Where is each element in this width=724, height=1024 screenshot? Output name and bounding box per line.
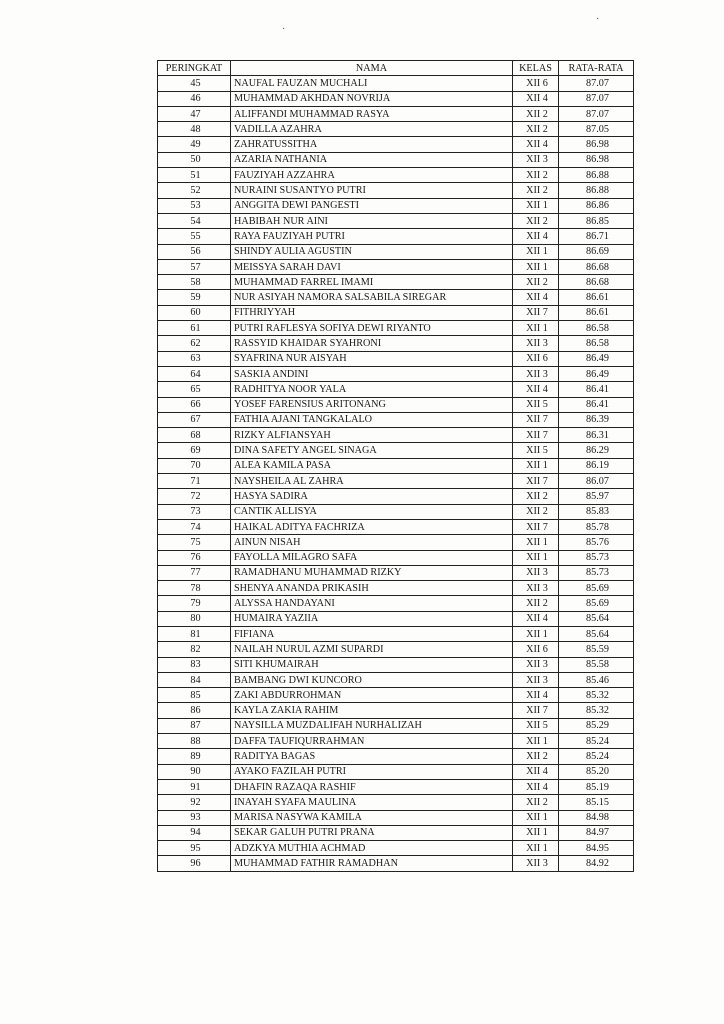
name-cell: SEKAR GALUH PUTRI PRANA	[231, 825, 513, 840]
rank-cell: 67	[158, 412, 231, 427]
table-row	[158, 825, 634, 840]
name-cell: MUHAMMAD FATHIR RAMADHAN	[231, 856, 513, 871]
kelas-cell: XII 1	[513, 458, 559, 473]
rank-cell: 91	[158, 779, 231, 794]
rank-cell: 78	[158, 581, 231, 596]
table-row	[158, 596, 634, 611]
average-cell: 85.24	[559, 734, 634, 749]
average-cell: 84.97	[559, 825, 634, 840]
header-name: NAMA	[231, 61, 513, 76]
table-row	[158, 474, 634, 489]
rank-cell: 66	[158, 397, 231, 412]
table-row	[158, 626, 634, 641]
name-cell: INAYAH SYAFA MAULINA	[231, 795, 513, 810]
table-row	[158, 841, 634, 856]
average-cell: 86.88	[559, 183, 634, 198]
average-cell: 86.58	[559, 321, 634, 336]
average-cell: 86.68	[559, 275, 634, 290]
rank-cell: 88	[158, 734, 231, 749]
average-cell: 86.39	[559, 412, 634, 427]
rank-cell: 62	[158, 336, 231, 351]
average-cell: 85.69	[559, 596, 634, 611]
rank-cell: 48	[158, 122, 231, 137]
table-row	[158, 351, 634, 366]
table-row	[158, 779, 634, 794]
table-row	[158, 565, 634, 580]
name-cell: ALYSSA HANDAYANI	[231, 596, 513, 611]
rank-cell: 47	[158, 106, 231, 121]
average-cell: 86.88	[559, 168, 634, 183]
average-cell: 85.83	[559, 504, 634, 519]
average-cell: 86.98	[559, 152, 634, 167]
kelas-cell: XII 1	[513, 198, 559, 213]
kelas-cell: XII 1	[513, 810, 559, 825]
rank-cell: 71	[158, 474, 231, 489]
name-cell: AYAKO FAZILAH PUTRI	[231, 764, 513, 779]
average-cell: 86.68	[559, 259, 634, 274]
rank-cell: 84	[158, 672, 231, 687]
rank-cell: 72	[158, 489, 231, 504]
kelas-cell: XII 4	[513, 382, 559, 397]
name-cell: MUHAMMAD AKHDAN NOVRIJA	[231, 91, 513, 106]
name-cell: SYAFRINA NUR AISYAH	[231, 351, 513, 366]
rank-cell: 68	[158, 428, 231, 443]
rank-cell: 80	[158, 611, 231, 626]
average-cell: 85.69	[559, 581, 634, 596]
table-row	[158, 122, 634, 137]
name-cell: HASYA SADIRA	[231, 489, 513, 504]
rank-cell: 52	[158, 183, 231, 198]
name-cell: BAMBANG DWI KUNCORO	[231, 672, 513, 687]
table-row	[158, 397, 634, 412]
average-cell: 86.19	[559, 458, 634, 473]
table-row	[158, 382, 634, 397]
rank-cell: 89	[158, 749, 231, 764]
rank-cell: 76	[158, 550, 231, 565]
kelas-cell: XII 2	[513, 122, 559, 137]
kelas-cell: XII 1	[513, 259, 559, 274]
kelas-cell: XII 2	[513, 489, 559, 504]
table-row	[158, 581, 634, 596]
table-row	[158, 168, 634, 183]
rank-cell: 96	[158, 856, 231, 871]
kelas-cell: XII 4	[513, 779, 559, 794]
kelas-cell: XII 4	[513, 611, 559, 626]
rank-cell: 90	[158, 764, 231, 779]
table-row	[158, 275, 634, 290]
table-row	[158, 259, 634, 274]
rank-cell: 46	[158, 91, 231, 106]
rank-cell: 53	[158, 198, 231, 213]
table-row	[158, 137, 634, 152]
average-cell: 84.95	[559, 841, 634, 856]
name-cell: FITHRIYYAH	[231, 305, 513, 320]
table-row	[158, 703, 634, 718]
average-cell: 85.78	[559, 519, 634, 534]
name-cell: MARISA NASYWA KAMILA	[231, 810, 513, 825]
rank-cell: 81	[158, 626, 231, 641]
kelas-cell: XII 1	[513, 244, 559, 259]
average-cell: 87.07	[559, 91, 634, 106]
average-cell: 86.58	[559, 336, 634, 351]
table-row	[158, 305, 634, 320]
rank-cell: 61	[158, 321, 231, 336]
average-cell: 86.29	[559, 443, 634, 458]
name-cell: VADILLA AZAHRA	[231, 122, 513, 137]
average-cell: 86.61	[559, 305, 634, 320]
name-cell: ANGGITA DEWI PANGESTI	[231, 198, 513, 213]
name-cell: PUTRI RAFLESYA SOFIYA DEWI RIYANTO	[231, 321, 513, 336]
kelas-cell: XII 2	[513, 183, 559, 198]
average-cell: 86.49	[559, 366, 634, 381]
kelas-cell: XII 1	[513, 626, 559, 641]
kelas-cell: XII 4	[513, 91, 559, 106]
name-cell: SHINDY AULIA AGUSTIN	[231, 244, 513, 259]
table-row	[158, 642, 634, 657]
table-row	[158, 366, 634, 381]
name-cell: ZAKI ABDURROHMAN	[231, 688, 513, 703]
table-row	[158, 443, 634, 458]
rank-cell: 83	[158, 657, 231, 672]
kelas-cell: XII 4	[513, 229, 559, 244]
kelas-cell: XII 5	[513, 443, 559, 458]
average-cell: 85.97	[559, 489, 634, 504]
average-cell: 86.71	[559, 229, 634, 244]
rank-cell: 64	[158, 366, 231, 381]
header-average: RATA-RATA	[559, 61, 634, 76]
rank-cell: 74	[158, 519, 231, 534]
name-cell: HAIKAL ADITYA FACHRIZA	[231, 519, 513, 534]
name-cell: MUHAMMAD FARREL IMAMI	[231, 275, 513, 290]
rank-cell: 58	[158, 275, 231, 290]
kelas-cell: XII 7	[513, 474, 559, 489]
average-cell: 87.05	[559, 122, 634, 137]
rank-cell: 86	[158, 703, 231, 718]
kelas-cell: XII 1	[513, 550, 559, 565]
average-cell: 85.46	[559, 672, 634, 687]
name-cell: RAMADHANU MUHAMMAD RIZKY	[231, 565, 513, 580]
name-cell: AINUN NISAH	[231, 535, 513, 550]
rank-cell: 70	[158, 458, 231, 473]
kelas-cell: XII 2	[513, 106, 559, 121]
rank-cell: 77	[158, 565, 231, 580]
name-cell: DINA SAFETY ANGEL SINAGA	[231, 443, 513, 458]
average-cell: 86.31	[559, 428, 634, 443]
rank-cell: 55	[158, 229, 231, 244]
table-row	[158, 764, 634, 779]
table-row	[158, 412, 634, 427]
kelas-cell: XII 4	[513, 688, 559, 703]
kelas-cell: XII 3	[513, 856, 559, 871]
rank-cell: 50	[158, 152, 231, 167]
kelas-cell: XII 5	[513, 397, 559, 412]
kelas-cell: XII 2	[513, 795, 559, 810]
rank-cell: 65	[158, 382, 231, 397]
name-cell: HABIBAH NUR AINI	[231, 213, 513, 228]
average-cell: 87.07	[559, 76, 634, 91]
kelas-cell: XII 6	[513, 642, 559, 657]
average-cell: 85.64	[559, 626, 634, 641]
rank-cell: 95	[158, 841, 231, 856]
average-cell: 86.41	[559, 397, 634, 412]
kelas-cell: XII 6	[513, 351, 559, 366]
rank-cell: 82	[158, 642, 231, 657]
kelas-cell: XII 2	[513, 168, 559, 183]
scan-speck: ·	[282, 24, 286, 35]
name-cell: FATHIA AJANI TANGKALALO	[231, 412, 513, 427]
name-cell: YOSEF FARENSIUS ARITONANG	[231, 397, 513, 412]
average-cell: 85.32	[559, 703, 634, 718]
table-row	[158, 244, 634, 259]
kelas-cell: XII 1	[513, 535, 559, 550]
table-row	[158, 657, 634, 672]
kelas-cell: XII 3	[513, 152, 559, 167]
table-row	[158, 458, 634, 473]
rank-cell: 92	[158, 795, 231, 810]
table-body	[158, 76, 634, 871]
kelas-cell: XII 2	[513, 213, 559, 228]
table-row	[158, 152, 634, 167]
average-cell: 85.64	[559, 611, 634, 626]
name-cell: RIZKY ALFIANSYAH	[231, 428, 513, 443]
average-cell: 86.07	[559, 474, 634, 489]
name-cell: NAUFAL FAUZAN MUCHALI	[231, 76, 513, 91]
name-cell: FAUZIYAH AZZAHRA	[231, 168, 513, 183]
average-cell: 86.98	[559, 137, 634, 152]
table-row	[158, 550, 634, 565]
kelas-cell: XII 3	[513, 672, 559, 687]
table-row	[158, 611, 634, 626]
table-row	[158, 734, 634, 749]
table-row	[158, 749, 634, 764]
kelas-cell: XII 3	[513, 336, 559, 351]
average-cell: 85.73	[559, 565, 634, 580]
table-row	[158, 489, 634, 504]
rank-cell: 87	[158, 718, 231, 733]
average-cell: 86.86	[559, 198, 634, 213]
rank-cell: 59	[158, 290, 231, 305]
kelas-cell: XII 7	[513, 305, 559, 320]
average-cell: 87.07	[559, 106, 634, 121]
name-cell: SASKIA ANDINI	[231, 366, 513, 381]
table-header-row	[158, 61, 634, 76]
table-row	[158, 290, 634, 305]
table-row	[158, 718, 634, 733]
rank-cell: 73	[158, 504, 231, 519]
kelas-cell: XII 4	[513, 290, 559, 305]
kelas-cell: XII 2	[513, 749, 559, 764]
table-row	[158, 198, 634, 213]
table-row	[158, 428, 634, 443]
rank-cell: 69	[158, 443, 231, 458]
rank-cell: 85	[158, 688, 231, 703]
average-cell: 85.29	[559, 718, 634, 733]
kelas-cell: XII 2	[513, 596, 559, 611]
table-row	[158, 672, 634, 687]
average-cell: 84.92	[559, 856, 634, 871]
name-cell: FAYOLLA MILAGRO SAFA	[231, 550, 513, 565]
kelas-cell: XII 2	[513, 504, 559, 519]
kelas-cell: XII 1	[513, 734, 559, 749]
average-cell: 86.61	[559, 290, 634, 305]
rank-cell: 45	[158, 76, 231, 91]
table-row	[158, 519, 634, 534]
name-cell: NAYSILLA MUZDALIFAH NURHALIZAH	[231, 718, 513, 733]
table-row	[158, 535, 634, 550]
rank-cell: 56	[158, 244, 231, 259]
rank-cell: 94	[158, 825, 231, 840]
average-cell: 84.98	[559, 810, 634, 825]
name-cell: DHAFIN RAZAQA RASHIF	[231, 779, 513, 794]
average-cell: 85.59	[559, 642, 634, 657]
kelas-cell: XII 7	[513, 703, 559, 718]
table-row	[158, 91, 634, 106]
average-cell: 85.19	[559, 779, 634, 794]
average-cell: 85.24	[559, 749, 634, 764]
name-cell: ALIFFANDI MUHAMMAD RASYA	[231, 106, 513, 121]
kelas-cell: XII 7	[513, 412, 559, 427]
table-row	[158, 810, 634, 825]
average-cell: 85.76	[559, 535, 634, 550]
name-cell: ADZKYA MUTHIA ACHMAD	[231, 841, 513, 856]
kelas-cell: XII 5	[513, 718, 559, 733]
name-cell: SHENYA ANANDA PRIKASIH	[231, 581, 513, 596]
average-cell: 86.41	[559, 382, 634, 397]
table-row	[158, 856, 634, 871]
kelas-cell: XII 3	[513, 565, 559, 580]
name-cell: FIFIANA	[231, 626, 513, 641]
average-cell: 86.69	[559, 244, 634, 259]
average-cell: 86.49	[559, 351, 634, 366]
table-row	[158, 321, 634, 336]
kelas-cell: XII 7	[513, 428, 559, 443]
name-cell: RAYA FAUZIYAH PUTRI	[231, 229, 513, 244]
kelas-cell: XII 7	[513, 519, 559, 534]
rank-cell: 51	[158, 168, 231, 183]
rank-cell: 49	[158, 137, 231, 152]
name-cell: NUR ASIYAH NAMORA SALSABILA SIREGAR	[231, 290, 513, 305]
name-cell: NAYSHEILA AL ZAHRA	[231, 474, 513, 489]
table-row	[158, 229, 634, 244]
table-row	[158, 504, 634, 519]
name-cell: HUMAIRA YAZIIA	[231, 611, 513, 626]
average-cell: 85.32	[559, 688, 634, 703]
name-cell: CANTIK ALLISYA	[231, 504, 513, 519]
kelas-cell: XII 1	[513, 841, 559, 856]
average-cell: 85.20	[559, 764, 634, 779]
rank-cell: 63	[158, 351, 231, 366]
header-kelas: KELAS	[513, 61, 559, 76]
name-cell: SITI KHUMAIRAH	[231, 657, 513, 672]
rank-cell: 60	[158, 305, 231, 320]
average-cell: 85.73	[559, 550, 634, 565]
name-cell: RASSYID KHAIDAR SYAHRONI	[231, 336, 513, 351]
table-row	[158, 76, 634, 91]
table-row	[158, 795, 634, 810]
table-row	[158, 213, 634, 228]
kelas-cell: XII 3	[513, 581, 559, 596]
name-cell: NURAINI SUSANTYO PUTRI	[231, 183, 513, 198]
table-row	[158, 183, 634, 198]
average-cell: 85.58	[559, 657, 634, 672]
name-cell: RADHITYA NOOR YALA	[231, 382, 513, 397]
name-cell: RADITYA BAGAS	[231, 749, 513, 764]
average-cell: 85.15	[559, 795, 634, 810]
kelas-cell: XII 1	[513, 825, 559, 840]
header-rank: PERINGKAT	[158, 61, 231, 76]
name-cell: NAILAH NURUL AZMI SUPARDI	[231, 642, 513, 657]
name-cell: KAYLA ZAKIA RAHIM	[231, 703, 513, 718]
rank-cell: 79	[158, 596, 231, 611]
rank-cell: 54	[158, 213, 231, 228]
name-cell: ZAHRATUSSITHA	[231, 137, 513, 152]
table-row	[158, 336, 634, 351]
kelas-cell: XII 6	[513, 76, 559, 91]
name-cell: MEISSYA SARAH DAVI	[231, 259, 513, 274]
table-row	[158, 106, 634, 121]
kelas-cell: XII 3	[513, 366, 559, 381]
kelas-cell: XII 1	[513, 321, 559, 336]
name-cell: AZARIA NATHANIA	[231, 152, 513, 167]
kelas-cell: XII 4	[513, 137, 559, 152]
rank-cell: 57	[158, 259, 231, 274]
name-cell: ALEA KAMILA PASA	[231, 458, 513, 473]
name-cell: DAFFA TAUFIQURRAHMAN	[231, 734, 513, 749]
average-cell: 86.85	[559, 213, 634, 228]
rank-cell: 75	[158, 535, 231, 550]
scan-speck: ·	[596, 14, 600, 25]
kelas-cell: XII 2	[513, 275, 559, 290]
rank-cell: 93	[158, 810, 231, 825]
ranking-table	[157, 60, 634, 872]
kelas-cell: XII 3	[513, 657, 559, 672]
kelas-cell: XII 4	[513, 764, 559, 779]
table-row	[158, 688, 634, 703]
